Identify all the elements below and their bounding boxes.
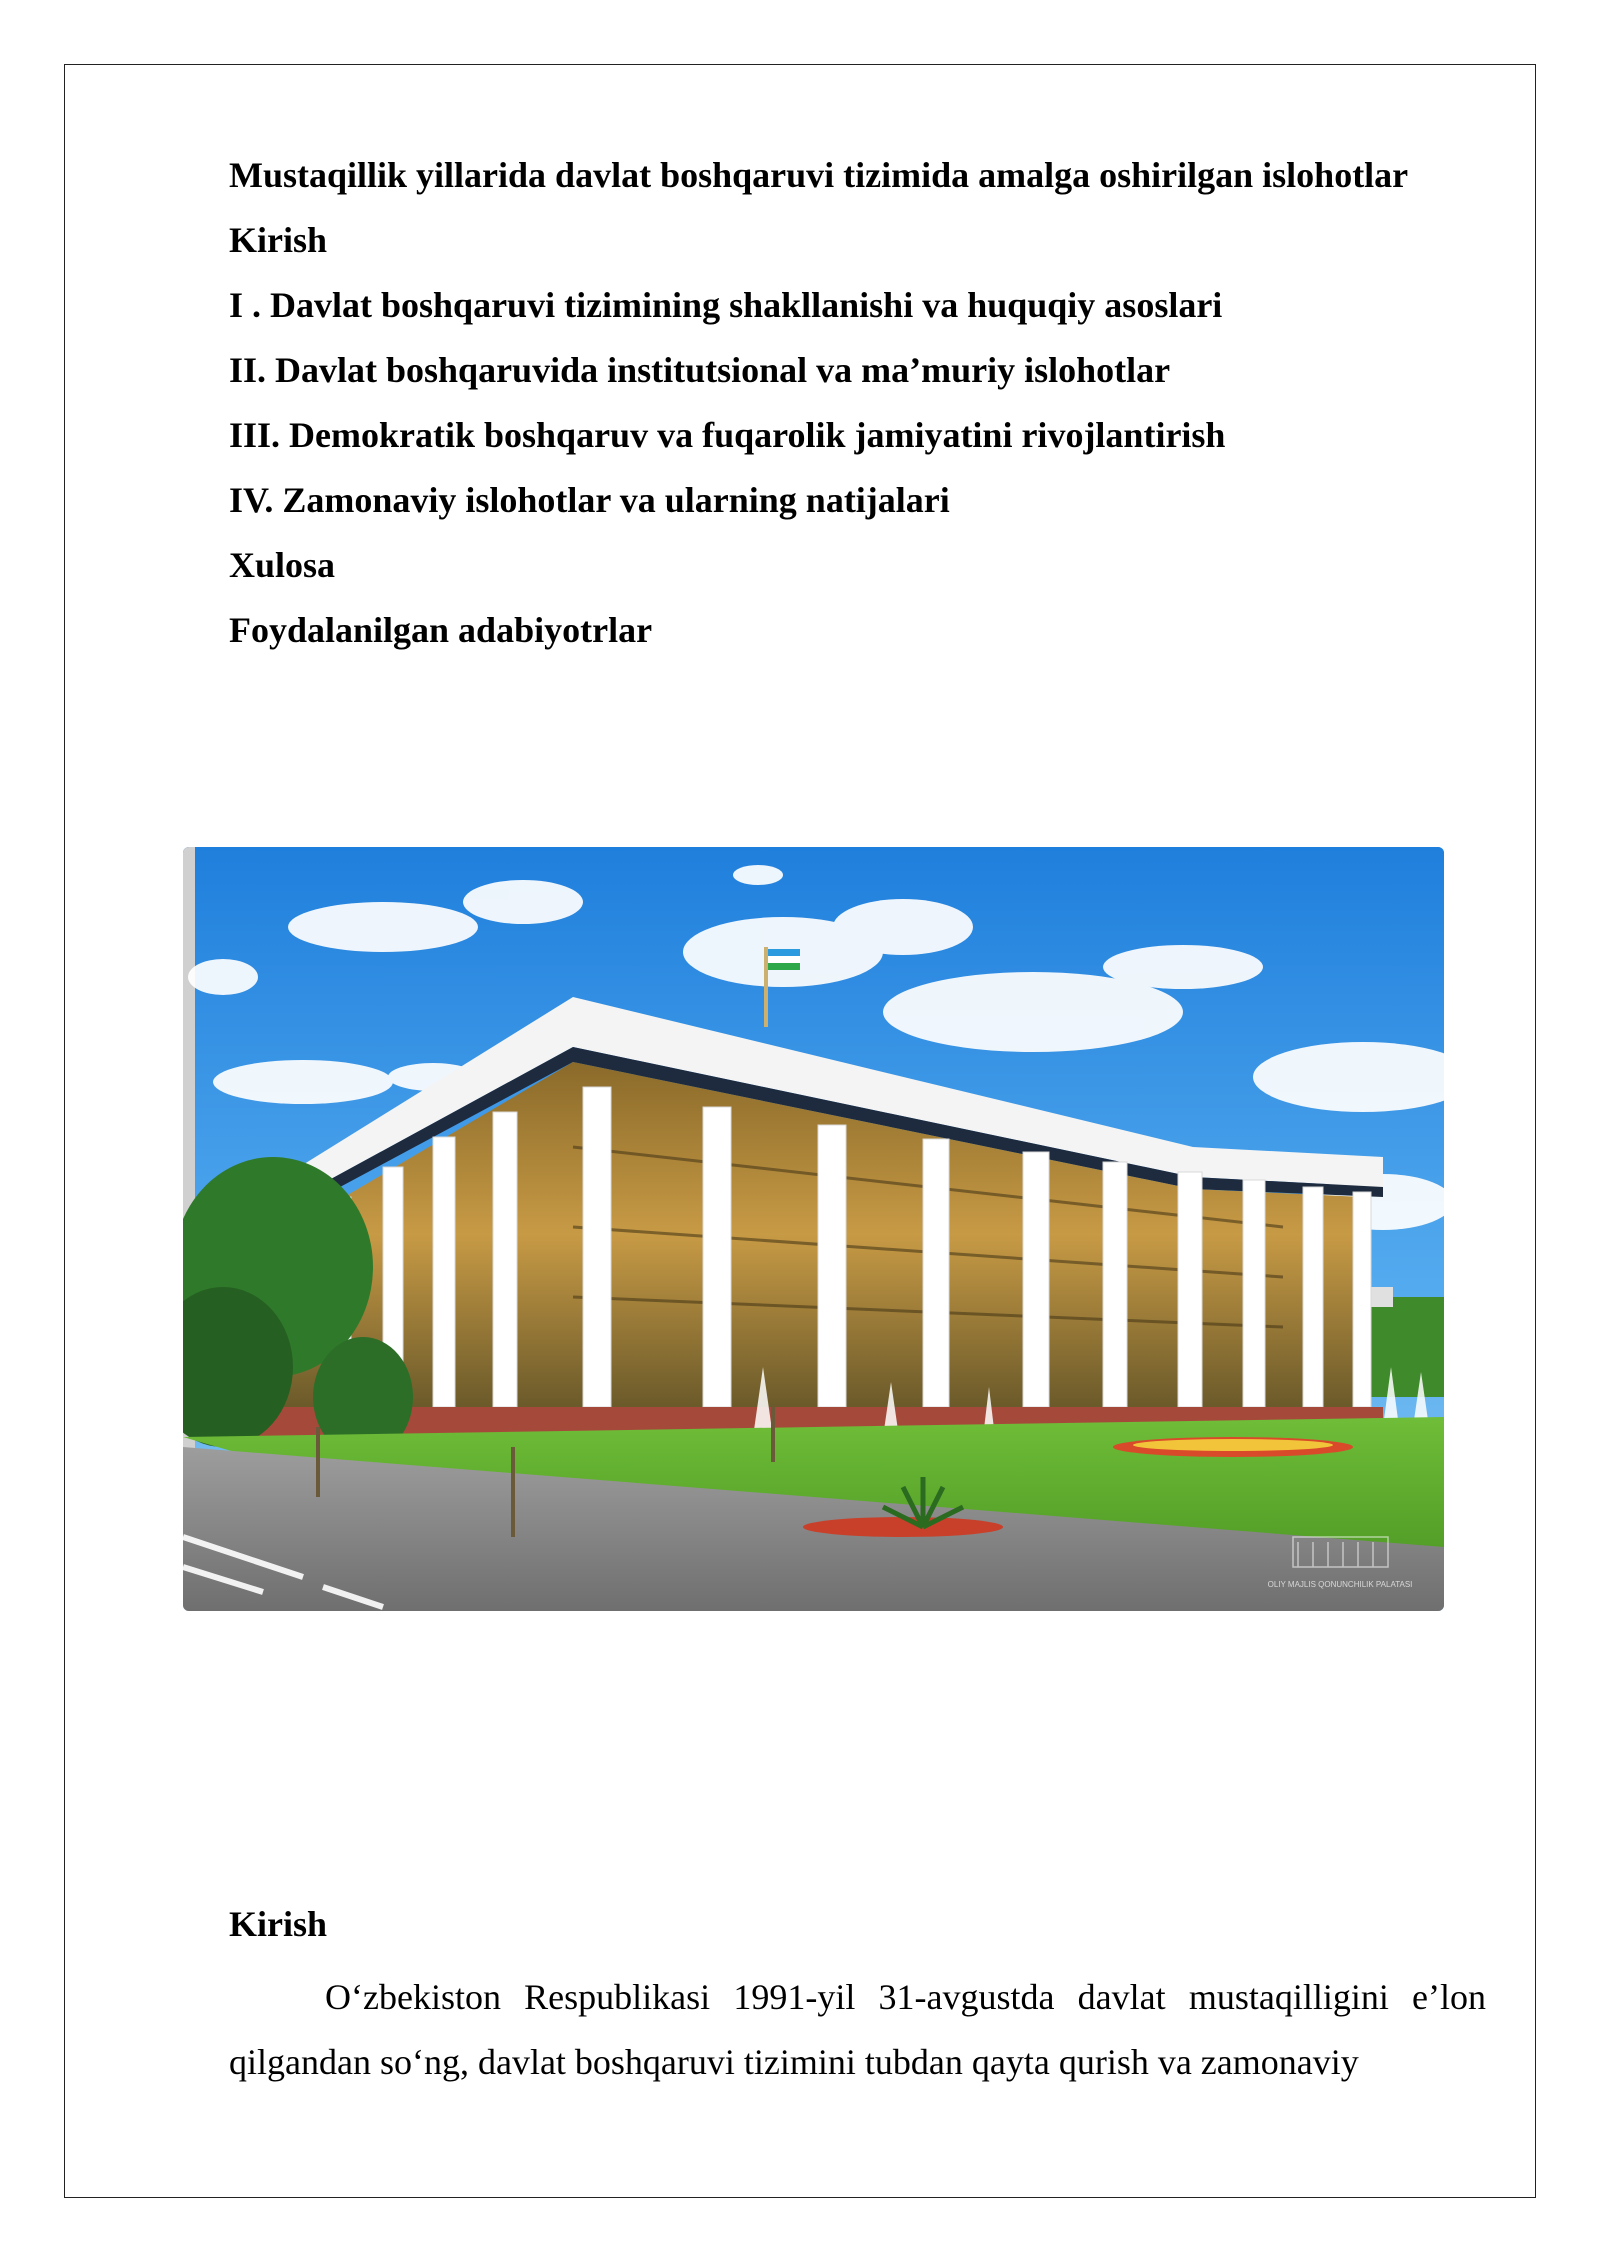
toc-item-chapter-4: IV. Zamonaviy islohotlar va ularning natijalari [229, 480, 950, 520]
toc-item-chapter-1: I . Davlat boshqaruvi tizimining shakllanishi va huquqiy asoslari [229, 285, 1223, 325]
intro-paragraph: O‘zbekiston Respublikasi 1991-yil 31-avgustda davlat mustaqilligini e’lon qilgandan so‘ng, davlat boshqaruvi tizimini tubdan qayta qurish va zamonaviy [229, 1977, 1486, 2082]
document-title: Mustaqillik yillarida davlat boshqaruvi tizimida amalga oshirilgan islohotlar [229, 155, 1409, 195]
parliament-building-photo [183, 847, 1444, 1611]
toc-item-xulosa: Xulosa [229, 545, 336, 585]
toc-item-kirish: Kirish [229, 220, 328, 260]
toc-item-chapter-3: III. Demokratik boshqaruv va fuqarolik jamiyatini rivojlantirish [229, 415, 1226, 455]
toc-item-chapter-2: II. Davlat boshqaruvida institutsional va ma’muriy islohotlar [229, 350, 1171, 390]
toc-item-references: Foydalanilgan adabiyotrlar [229, 610, 653, 650]
section-heading-kirish: Kirish [229, 1904, 328, 1944]
photo-watermark: OLIY MAJLIS QONUNCHILIK PALATASI [1267, 1580, 1413, 1589]
